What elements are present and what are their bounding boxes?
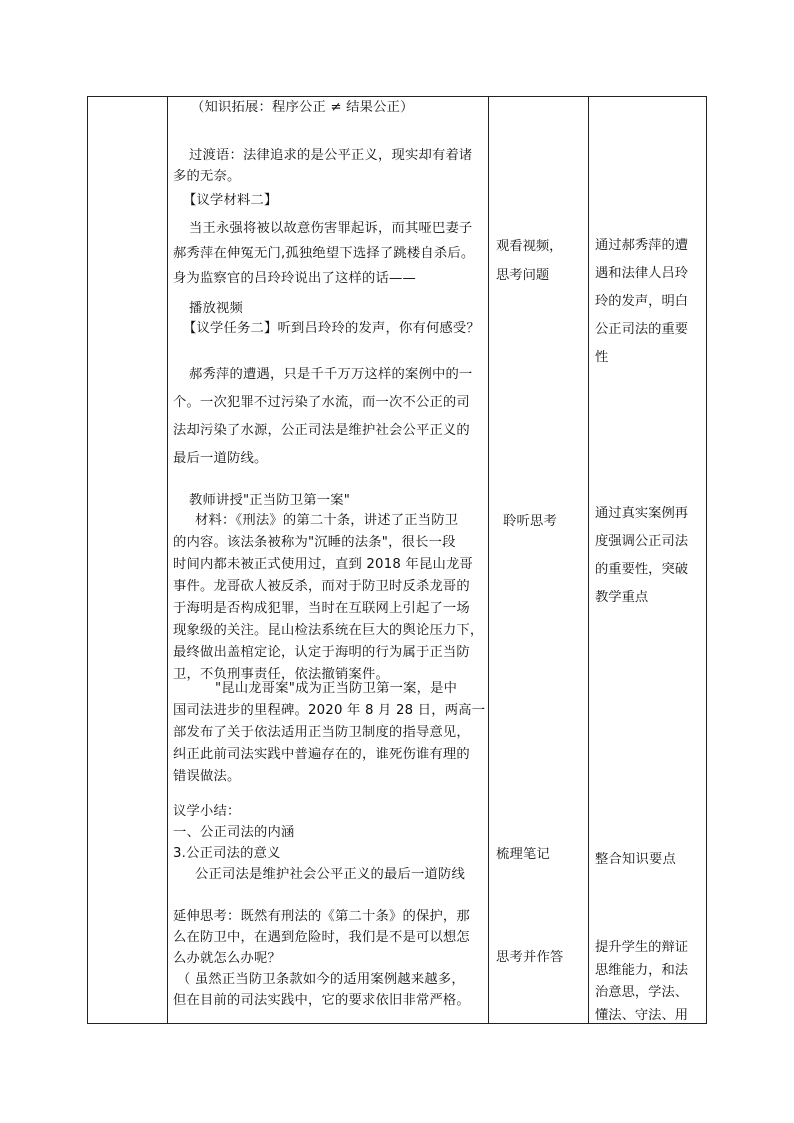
extension-line-3: 么办就怎么办呢？ xyxy=(173,951,281,966)
task-2: 【议学任务二】听到吕玲玲的发声，你有何感受？ xyxy=(183,321,480,336)
design-intent-4-line-3: 治意思，学法、 xyxy=(595,985,689,1000)
milestone-line-3: 部发布了关于依法适用正当防卫制度的指导意见， xyxy=(173,725,470,740)
design-intent-3: 整合知识要点 xyxy=(595,852,676,867)
case-line-4: 事件。龙哥砍人被反杀，而对于防卫时反杀龙哥的 xyxy=(173,579,470,594)
design-intent-4 xyxy=(595,937,688,1027)
case-line-1: 材料：《刑法》的第二十条，讲述了正当防卫 xyxy=(195,513,459,528)
summary-title: 议学小结： xyxy=(173,804,241,819)
case-line-8: 卫，不负刑事责任，依法撤销案件。 xyxy=(173,667,389,682)
case-line-6: 现象级的关注。昆山检法系统在巨大的舆论压力下， xyxy=(173,623,484,638)
milestone-line-5: 错误做法。 xyxy=(173,769,241,784)
summary-item-3: 3.公正司法的意义 xyxy=(173,846,281,861)
transition-line-1: 过渡语：法律追求的是公平正义，现实却有着诸 xyxy=(189,148,473,163)
design-intent-2-line-3: 的重要性，突破 xyxy=(595,562,689,577)
student-activity-4: 思考并作答 xyxy=(496,950,564,965)
play-video-label: 播放视频 xyxy=(189,301,243,316)
design-intent-2-line-4: 教学重点 xyxy=(595,590,649,605)
design-intent-2-line-1: 通过真实案例再 xyxy=(595,506,689,521)
answer-line-1: （ 虽然正当防卫条款如今的适用案例越来越多， xyxy=(177,972,465,987)
case-line-5: 于海明是否构成犯罪，当时在互联网上引起了一场 xyxy=(173,601,470,616)
teacher-lecture: 教师讲授"正当防卫第一案" xyxy=(189,493,351,508)
design-intent-4-line-2: 思维能力，和法 xyxy=(595,962,689,978)
answer-line-2: 但在目前的司法实践中，它的要求依旧非常严格。 xyxy=(173,993,470,1008)
design-intent-1 xyxy=(595,232,688,372)
analysis-line-2: 个。一次犯罪不过污染了水流，而一次不公正的司 xyxy=(173,395,470,410)
material-2-line-1: 当王永强将被以故意伤害罪起诉，而其哑巴妻子 xyxy=(189,221,473,236)
analysis-line-1: 郝秀萍的遭遇，只是千千万万这样的案例中的一 xyxy=(189,367,473,382)
design-intent-1-line-2: 遇和法律人吕玲 xyxy=(595,266,689,281)
design-intent-1-line-1: 通过郝秀萍的遭 xyxy=(595,238,689,253)
analysis-line-4: 最后一道防线。 xyxy=(173,451,268,466)
extension-line-1: 延伸思考：既然有刑法的《第二十条》的保护，那 xyxy=(173,909,470,924)
design-intent-1-line-5: 性 xyxy=(595,350,609,365)
case-line-2: 的内容。该法条被称为"沉睡的法条"，很长一段 xyxy=(173,535,456,550)
milestone-line-4: 纠正此前司法实践中普遍存在的，谁死伤谁有理的 xyxy=(173,747,470,762)
material-2-title: 【议学材料二】 xyxy=(183,193,278,208)
transition-line-2: 多的无奈。 xyxy=(173,169,241,184)
column-divider xyxy=(167,97,168,1023)
knowledge-extension: （知识拓展：程序公正 ≠ 结果公正） xyxy=(191,100,414,115)
milestone-line-2: 国司法进步的里程碑。2020 年 8 月 28 日，两高一 xyxy=(173,703,486,718)
student-activity-3: 梳理笔记 xyxy=(496,847,550,862)
design-intent-4-line-1: 提升学生的辩证 xyxy=(595,940,689,955)
case-line-3: 时间内都未被正式使用过，直到 2018 年昆山龙哥 xyxy=(173,557,473,572)
summary-item-1: 一、公正司法的内涵 xyxy=(173,825,295,840)
material-2-line-3: 身为监察官的吕玲玲说出了这样的话—— xyxy=(173,271,416,286)
analysis-line-3: 法却污染了水源，公正司法是维护社会公平正义的 xyxy=(173,423,470,438)
design-intent-2 xyxy=(595,500,688,612)
design-intent-1-line-4: 公正司法的重要 xyxy=(595,322,689,337)
design-intent-4-line-4: 懂法、守法、用 xyxy=(595,1007,689,1023)
column-divider xyxy=(488,97,489,1023)
summary-point: 公正司法是维护社会公平正义的最后一道防线 xyxy=(195,867,465,882)
column-divider xyxy=(588,97,589,1023)
student-activity-1-line-1: 观看视频， xyxy=(496,239,563,254)
student-activity-1-line-2: 思考问题 xyxy=(496,268,550,283)
student-activity-2: 聆听思考 xyxy=(503,514,557,529)
case-line-7: 最终做出盖棺定论，认定于海明的行为属于正当防 xyxy=(173,645,470,660)
milestone-line-1: "昆山龙哥案"成为正当防卫第一案，是中 xyxy=(215,681,458,696)
material-2-line-2: 郝秀萍在伸冤无门,孤独绝望下选择了跳楼自杀后。 xyxy=(173,246,475,261)
extension-line-2: 么在防卫中，在遇到危险时，我们是不是可以想怎 xyxy=(173,930,470,945)
design-intent-2-line-2: 度强调公正司法 xyxy=(595,534,689,549)
student-activity-1 xyxy=(496,232,562,290)
design-intent-1-line-3: 玲的发声，明白 xyxy=(595,294,689,309)
